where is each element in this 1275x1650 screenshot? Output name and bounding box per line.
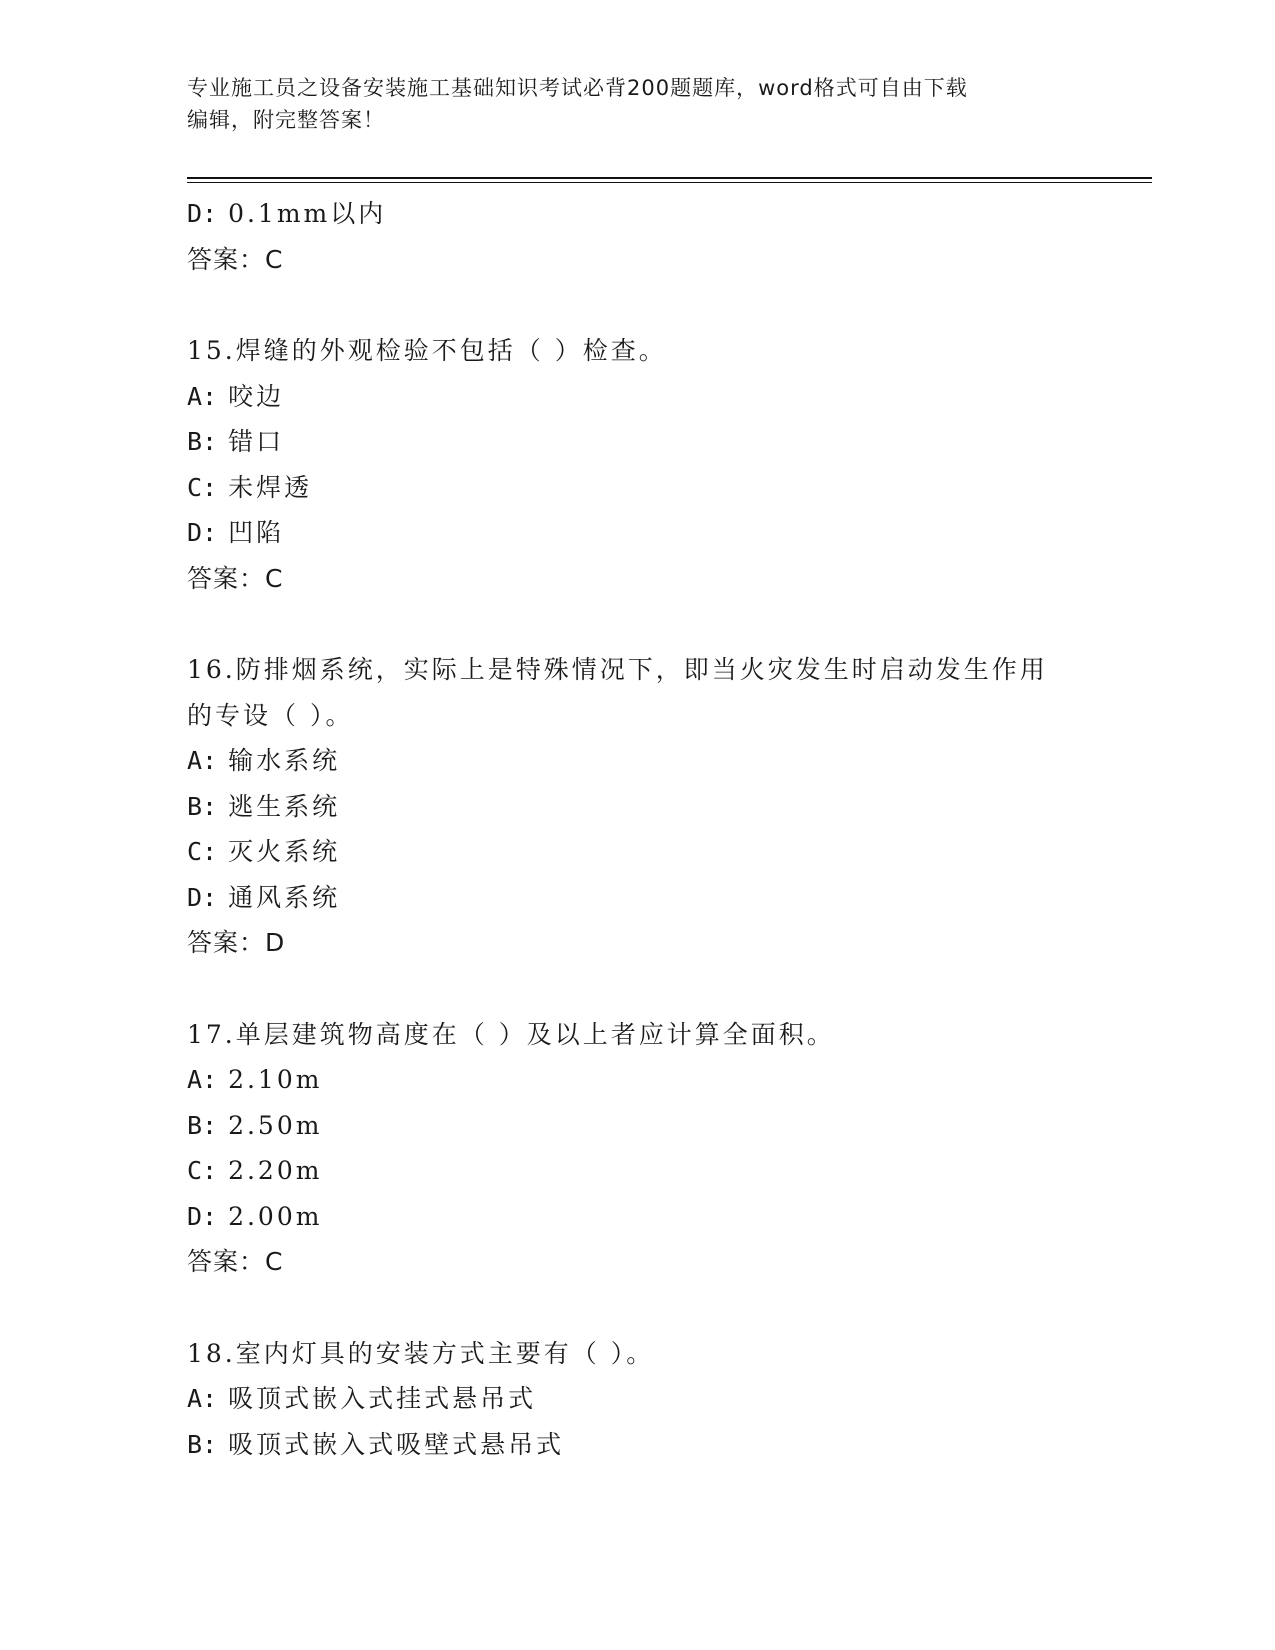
answer: 答案：C [187,1247,284,1276]
option-c: C: 灭火系统 [187,837,341,866]
answer: 答案：D [187,928,286,957]
option-a: A: 吸顶式嵌入式挂式悬吊式 [187,1384,537,1413]
option-b: B: 逃生系统 [187,791,341,821]
option-c: C: 未焊透 [187,472,313,502]
question-16-text [187,647,1067,738]
option-a: A: 2.10m [187,1065,323,1094]
option-c: C: 2.20m [187,1156,323,1185]
question-16-line-1: 16.防排烟系统，实际上是特殊情况下，即当火灾发生时启动发生作用 [187,655,1048,684]
option-a: A: 输水系统 [187,746,341,775]
document-header [187,72,1067,136]
question-16-line-2: 的专设（ ）。 [187,700,354,730]
header-line-2: 编辑，附完整答案！ [187,108,385,132]
header-rule-thin [187,182,1152,183]
option-d: D: 0.1mm以内 [187,199,387,228]
option-d: D: 通风系统 [187,882,341,912]
option-b: B: 2.50m [187,1110,323,1140]
question-list [187,191,1087,1467]
header-rule-thick [187,177,1152,179]
answer: 答案：C [187,563,284,593]
question-15-text: 15.焊缝的外观检验不包括（ ）检查。 [187,336,667,365]
option-d: D: 2.00m [187,1201,323,1231]
option-b: B: 吸顶式嵌入式吸壁式悬吊式 [187,1429,565,1459]
answer: 答案：C [187,244,284,274]
question-18-text: 18.室内灯具的安装方式主要有（ ）。 [187,1338,655,1368]
option-d: D: 凹陷 [187,518,285,547]
question-17-text: 17.单层建筑物高度在（ ）及以上者应计算全面积。 [187,1019,835,1049]
option-a: A: 咬边 [187,381,285,411]
option-b: B: 错口 [187,427,285,456]
header-line-1: 专业施工员之设备安装施工基础知识考试必背200题题库，word格式可自由下载 [187,76,968,100]
